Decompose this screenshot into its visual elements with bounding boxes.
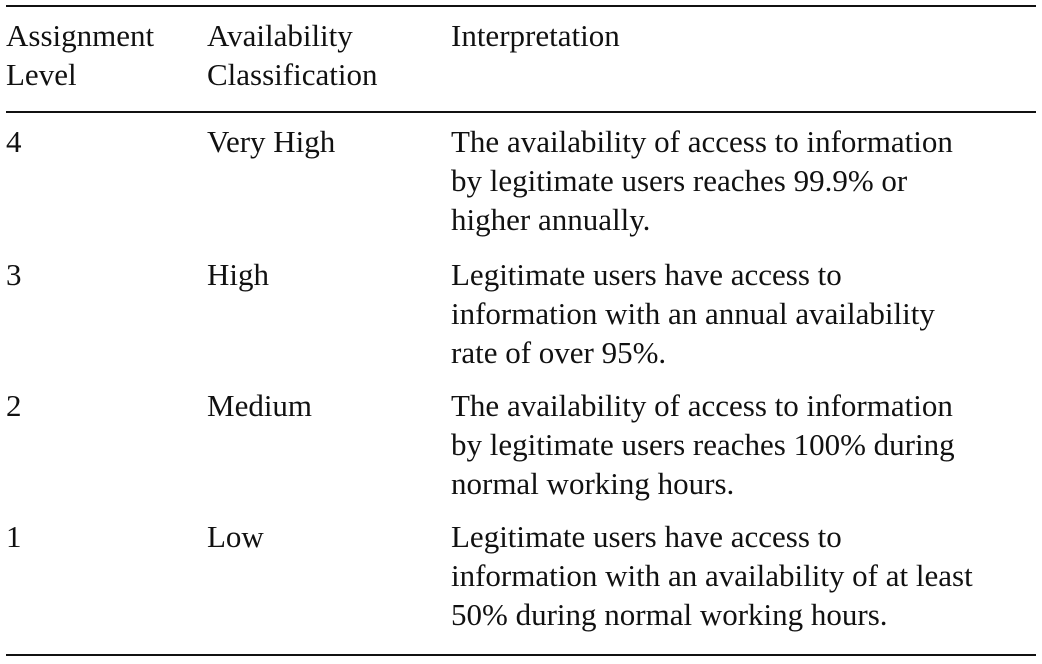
table-row-level: 3 [6,257,22,292]
table-row-classification: Low [207,519,264,554]
table-row-interpretation [451,122,953,239]
interpretation-line: by legitimate users reaches 99.9% or [451,163,908,198]
header-rule [6,111,1036,113]
table-row-classification: High [207,257,269,292]
table-row-classification: Medium [207,388,313,423]
header-text: Availability [207,18,353,53]
top-rule [6,5,1036,7]
header-text: Assignment [6,18,155,53]
interpretation-line: 50% during normal working hours. [451,597,888,632]
header-text: Interpretation [451,18,620,53]
table-row-interpretation [451,255,935,372]
table-row-interpretation [451,517,973,634]
interpretation-line: Legitimate users have access to [451,257,842,292]
header-availability-classification [207,16,377,94]
interpretation-line: information with an annual availability [451,296,935,331]
table-row-level: 1 [6,519,22,554]
table-row-level: 4 [6,124,22,159]
interpretation-line: by legitimate users reaches 100% during [451,427,955,462]
header-assignment-level [6,16,154,94]
header-text: Classification [207,57,378,92]
table-row-interpretation [451,386,955,503]
interpretation-line: normal working hours. [451,466,735,501]
header-interpretation [451,16,620,55]
interpretation-line: The availability of access to information [451,124,953,159]
interpretation-line: rate of over 95%. [451,335,667,370]
interpretation-line: higher annually. [451,202,651,237]
interpretation-line: Legitimate users have access to [451,519,842,554]
interpretation-line: information with an availability of at least [451,558,973,593]
header-text: Level [6,57,77,92]
table-row-level: 2 [6,388,22,423]
bottom-rule [6,654,1036,656]
table-row-classification: Very High [207,124,336,159]
interpretation-line: The availability of access to information [451,388,953,423]
